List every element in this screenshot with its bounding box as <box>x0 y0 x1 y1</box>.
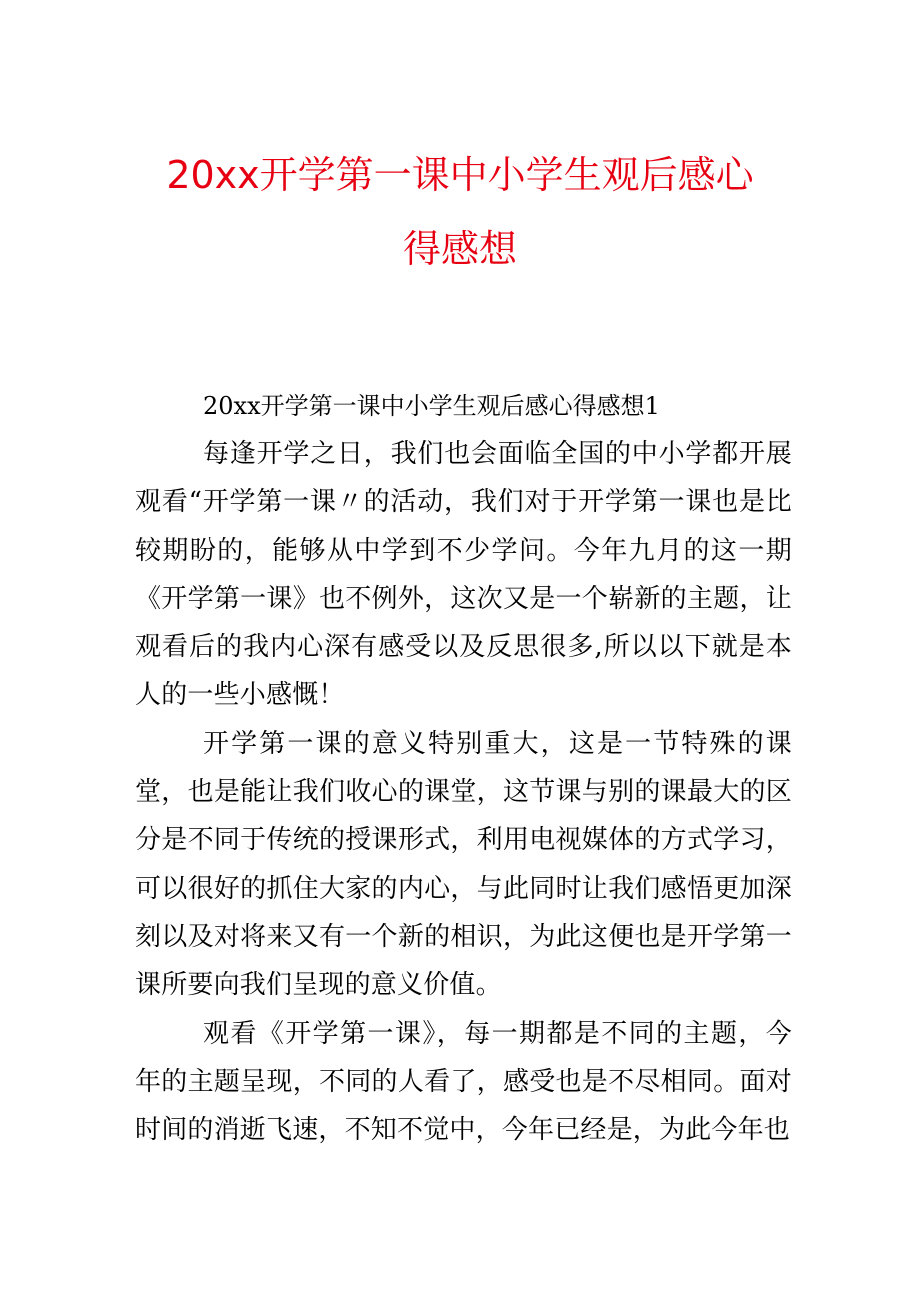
paragraph-2: 开学第一课的意义特别重大，这是一节特殊的课堂，也是能让我们收心的课堂，这节课与别的课最大的区分是不同于传统的授课形式，利用电视媒体的方式学习，可以很好的抓住大家的内心，与此同时让我们感悟更加深刻以及对将来又有一个新的相识，为此这便也是开学第一课所要向我们呈现的意义价值。 <box>135 728 792 1001</box>
paragraph-3: 观看《开学第一课》，每一期都是不同的主题，今年的主题呈现，不同的人看了，感受也是不尽相同。面对时间的消逝飞速，不知不觉中，今年已经是，为此今年也 <box>135 1018 792 1146</box>
paragraph-1: 每逢开学之日，我们也会面临全国的中小学都开展观看“开学第一课〃的活动，我们对于开学第一课也是比较期盼的，能够从中学到不少学问。今年九月的这一期《开学第一课》也不例外，这次又是一个崭新的主题，让观看后的我内心深有感受以及反思很多,所以以下就是本人的一些小感慨！ <box>135 439 792 711</box>
document-body <box>135 382 792 1154</box>
document-title: 20xx开学第一课中小学生观后感心得感想 <box>166 153 754 271</box>
section-heading: 20xx开学第一课中小学生观后感心得感想1 <box>203 392 660 420</box>
